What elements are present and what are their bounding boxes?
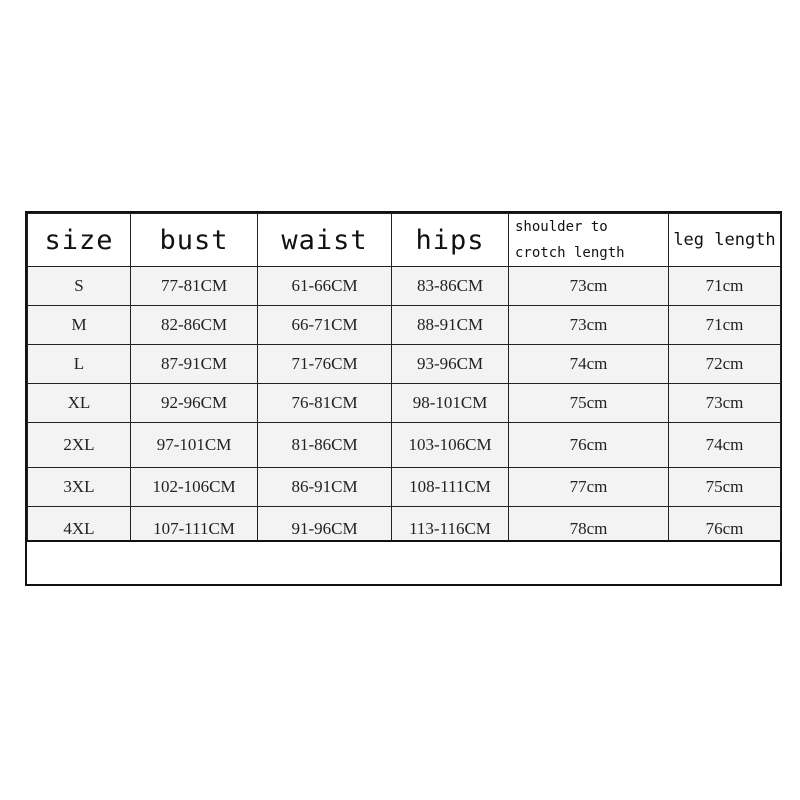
table-row: [28, 468, 781, 507]
cell-waist: 61-66CM: [258, 267, 392, 306]
cell-shoulder: 74cm: [509, 345, 669, 384]
cell-bust: 97-101CM: [131, 423, 258, 468]
cell-shoulder: 75cm: [509, 384, 669, 423]
table-row: [28, 384, 781, 423]
cell-shoulder: 78cm: [509, 507, 669, 552]
header-size: size: [28, 214, 131, 267]
cell-size: M: [28, 306, 131, 345]
cell-waist: 81-86CM: [258, 423, 392, 468]
cell-waist: 86-91CM: [258, 468, 392, 507]
cell-shoulder: 77cm: [509, 468, 669, 507]
cell-hips: 103-106CM: [392, 423, 509, 468]
cell-shoulder: 73cm: [509, 306, 669, 345]
table-row: [28, 306, 781, 345]
cell-leg: 71cm: [669, 306, 781, 345]
cell-hips: 88-91CM: [392, 306, 509, 345]
cell-waist: 71-76CM: [258, 345, 392, 384]
cell-leg: 76cm: [669, 507, 781, 552]
size-table: [27, 213, 781, 552]
cell-bust: 92-96CM: [131, 384, 258, 423]
table-row: [28, 267, 781, 306]
cell-hips: 113-116CM: [392, 507, 509, 552]
cell-shoulder: 76cm: [509, 423, 669, 468]
cell-shoulder: 73cm: [509, 267, 669, 306]
cell-leg: 71cm: [669, 267, 781, 306]
cell-bust: 82-86CM: [131, 306, 258, 345]
cell-leg: 74cm: [669, 423, 781, 468]
empty-footer-row: [27, 540, 780, 584]
header-shoulder-line1: shoulder to: [515, 219, 608, 235]
header-shoulder-line2: crotch length: [515, 245, 625, 261]
cell-size: L: [28, 345, 131, 384]
cell-hips: 93-96CM: [392, 345, 509, 384]
header-waist: waist: [258, 214, 392, 267]
cell-leg: 75cm: [669, 468, 781, 507]
cell-waist: 76-81CM: [258, 384, 392, 423]
cell-bust: 87-91CM: [131, 345, 258, 384]
cell-hips: 108-111CM: [392, 468, 509, 507]
cell-waist: 91-96CM: [258, 507, 392, 552]
cell-size: XL: [28, 384, 131, 423]
size-chart: [25, 211, 782, 586]
header-bust: bust: [131, 214, 258, 267]
cell-hips: 98-101CM: [392, 384, 509, 423]
header-shoulder-to-crotch: [509, 214, 669, 267]
cell-size: S: [28, 267, 131, 306]
cell-bust: 77-81CM: [131, 267, 258, 306]
cell-bust: 102-106CM: [131, 468, 258, 507]
cell-leg: 73cm: [669, 384, 781, 423]
cell-bust: 107-111CM: [131, 507, 258, 552]
cell-hips: 83-86CM: [392, 267, 509, 306]
cell-waist: 66-71CM: [258, 306, 392, 345]
table-row: [28, 423, 781, 468]
cell-size: 4XL: [28, 507, 131, 552]
header-row: [28, 214, 781, 267]
cell-size: 3XL: [28, 468, 131, 507]
header-leg-length: leg length: [669, 214, 781, 267]
cell-leg: 72cm: [669, 345, 781, 384]
header-hips: hips: [392, 214, 509, 267]
cell-size: 2XL: [28, 423, 131, 468]
table-row: [28, 345, 781, 384]
